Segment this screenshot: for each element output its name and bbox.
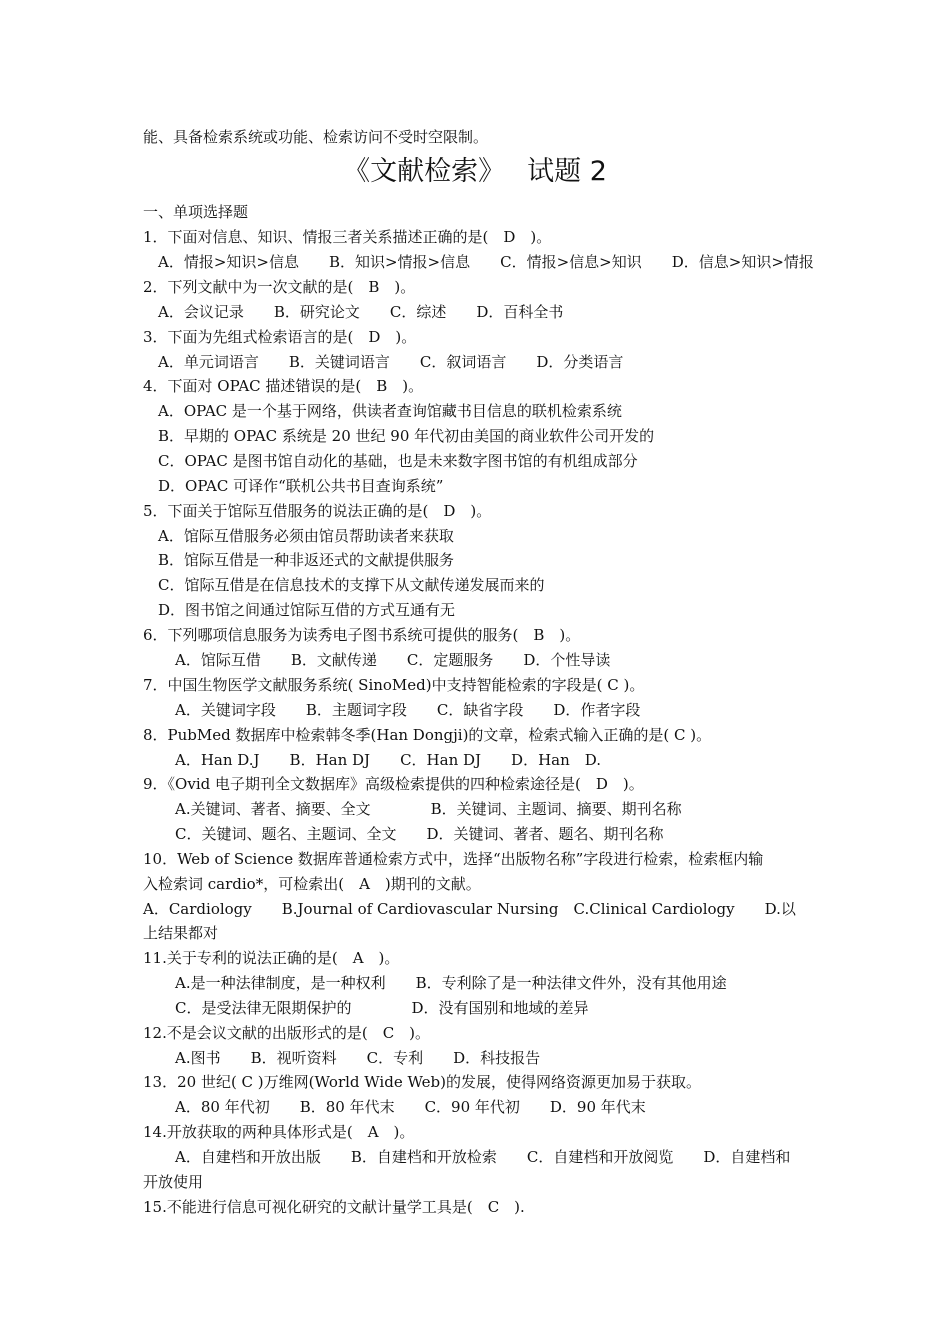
page-title: 《文献检索》 试题 2 bbox=[343, 156, 607, 187]
question-8-options: A．Han D.J B．Han DJ C．Han DJ D．Han D. bbox=[175, 751, 602, 769]
question-5-option-a: A．馆际互借服务必须由馆员帮助读者来获取 bbox=[158, 527, 454, 545]
question-10-cont: 入检索词 cardio*，可检索出( A )期刊的文献。 bbox=[143, 875, 481, 893]
question-10: 10．Web of Science 数据库普通检索方式中，选择“出版物名称”字段进行检索，检索框内输 bbox=[143, 850, 764, 868]
question-12: 12.不是会议文献的出版形式的是( C )。 bbox=[143, 1024, 431, 1042]
question-10-options-cont: 上结果都对 bbox=[143, 924, 219, 942]
question-4-option-b: B．早期的 OPAC 系统是 20 世纪 90 年代初由美国的商业软件公司开发的 bbox=[158, 427, 655, 445]
question-3-options: A．单元词语言 B．关键词语言 C．叙词语言 D．分类语言 bbox=[158, 353, 624, 371]
question-9-options-ab: A.关键词、著者、摘要、全文 B．关键词、主题词、摘要、期刊名称 bbox=[175, 800, 682, 818]
question-14-options: A．自建档和开放出版 B．自建档和开放检索 C．自建档和开放阅览 D．自建档和 bbox=[175, 1148, 791, 1166]
question-13: 13．20 世纪( C )万维网(World Wide Web)的发展，使得网络资源更加易于获取。 bbox=[143, 1073, 702, 1091]
question-14-options-cont: 开放使用 bbox=[143, 1173, 204, 1191]
question-2: 2．下列文献中为一次文献的是( B )。 bbox=[143, 278, 416, 296]
question-10-options: A．Cardiology B.Journal of Cardiovascular Nursing C.Clinical Cardiology D.以 bbox=[143, 900, 796, 918]
question-5-option-c: C．馆际互借是在信息技术的支撑下从文献传递发展而来的 bbox=[158, 576, 545, 594]
question-5: 5．下面关于馆际互借服务的说法正确的是( D )。 bbox=[143, 502, 492, 520]
question-4-option-d: D．OPAC 可译作“联机公共书目查询系统” bbox=[158, 477, 444, 495]
question-9: 9．《Ovid 电子期刊全文数据库》高级检索提供的四种检索途径是( D )。 bbox=[143, 775, 644, 793]
question-11-options-cd: C．是受法律无限期保护的 D．没有国别和地域的差异 bbox=[175, 999, 589, 1017]
question-14: 14.开放获取的两种具体形式是( A )。 bbox=[143, 1123, 415, 1141]
question-7-options: A．关键词字段 B．主题词字段 C．缺省字段 D．作者字段 bbox=[175, 701, 641, 719]
question-11: 11.关于专利的说法正确的是( A )。 bbox=[143, 949, 400, 967]
question-7: 7．中国生物医学文献服务系统( SinoMed)中支持智能检索的字段是( C )。 bbox=[143, 676, 645, 694]
question-12-options: A.图书 B．视听资料 C．专利 D．科技报告 bbox=[175, 1049, 541, 1067]
question-4-option-a: A．OPAC 是一个基于网络，供读者查询馆藏书目信息的联机检索系统 bbox=[158, 402, 622, 420]
question-4: 4．下面对 OPAC 描述错误的是( B )。 bbox=[143, 377, 424, 395]
question-4-option-c: C．OPAC 是图书馆自动化的基础，也是未来数字图书馆的有机组成部分 bbox=[158, 452, 638, 470]
question-13-options: A．80 年代初 B．80 年代末 C．90 年代初 D．90 年代末 bbox=[175, 1098, 646, 1116]
question-5-option-d: D．图书馆之间通过馆际互借的方式互通有无 bbox=[158, 601, 456, 619]
question-6-options: A．馆际互借 B．文献传递 C．定题服务 D．个性导读 bbox=[175, 651, 611, 669]
question-11-options-ab: A.是一种法律制度，是一种权利 B．专利除了是一种法律文件外，没有其他用途 bbox=[175, 974, 727, 992]
question-1-options: A．情报>知识>信息 B．知识>情报>信息 C．情报>信息>知识 D．信息>知识>情报 bbox=[158, 253, 814, 271]
question-9-options-cd: C．关键词、题名、主题词、全文 D．关键词、著者、题名、期刊名称 bbox=[175, 825, 664, 843]
question-5-option-b: B．馆际互借是一种非返还式的文献提供服务 bbox=[158, 551, 455, 569]
section-heading: 一、单项选择题 bbox=[143, 203, 249, 221]
question-6: 6．下列哪项信息服务为读秀电子图书系统可提供的服务( B )。 bbox=[143, 626, 581, 644]
question-1: 1．下面对信息、知识、情报三者关系描述正确的是( D )。 bbox=[143, 228, 552, 246]
intro-line: 能、具备检索系统或功能、检索访问不受时空限制。 bbox=[143, 128, 489, 146]
question-2-options: A．会议记录 B．研究论文 C．综述 D．百科全书 bbox=[158, 303, 564, 321]
question-15: 15.不能进行信息可视化研究的文献计量学工具是( C ). bbox=[143, 1198, 525, 1216]
question-8: 8．PubMed 数据库中检索韩冬季(Han Dongji)的文章，检索式输入正确的是( C )。 bbox=[143, 726, 712, 744]
question-3: 3．下面为先组式检索语言的是( D )。 bbox=[143, 328, 417, 346]
